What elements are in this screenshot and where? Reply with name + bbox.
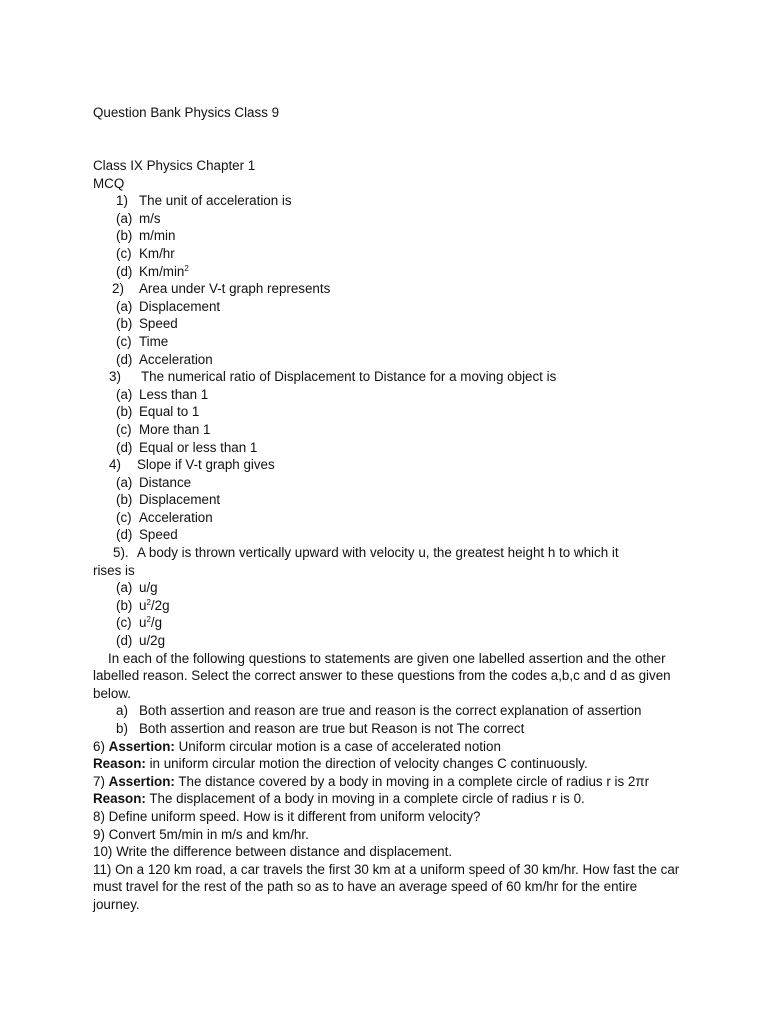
option-text: More than 1 [139, 421, 211, 437]
question-8: 8) Define uniform speed. How is it different from uniform velocity? [93, 808, 481, 824]
option-label: (a) [116, 474, 133, 490]
question-text-continued: rises is [93, 562, 135, 578]
option-text: m/min [139, 228, 176, 244]
option-label: (c) [116, 509, 132, 525]
option-text: Speed [139, 316, 178, 332]
question-text: Slope if V-t graph gives [137, 457, 275, 473]
question-11: 11) On a 120 km road, a car travels the first 30 km at a uniform speed of 30 km/hr. How fast the car must travel for the rest of the path so as to have an average speed of 60 km/hr for the entire journey. [93, 861, 680, 912]
reason-label: Reason: [93, 756, 146, 772]
question-number: 7) [93, 773, 105, 789]
section-heading: MCQ [93, 175, 125, 191]
option [93, 245, 683, 263]
question-number: 6) [93, 738, 105, 754]
assertion-instructions: In each of the following questions to statements are given one labelled assertion and the other labelled reason. Select the correct answer to these questions from the codes a,b,c and d as given below. [93, 650, 671, 701]
assertion-label: Assertion: [108, 738, 175, 754]
option-label: (a) [116, 298, 133, 314]
option-text: Distance [139, 474, 192, 490]
question-9: 9) Convert 5m/min in m/s and km/hr. [93, 826, 309, 842]
assertion-text: The distance covered by a body in moving in a complete circle of radius r is 2πr [178, 773, 650, 789]
question-6-reason [93, 755, 683, 773]
option-text: Equal to 1 [139, 404, 200, 420]
option [93, 579, 683, 597]
question-4 [93, 456, 683, 474]
assertion-text: Uniform circular motion is a case of accelerated notion [178, 738, 501, 754]
option-text [139, 597, 170, 615]
option-base: u [139, 597, 147, 613]
option [93, 439, 683, 457]
option [93, 227, 683, 245]
option-text: Km/hr [139, 245, 175, 261]
question-number: 1) [116, 193, 128, 209]
option [93, 509, 683, 527]
option [93, 298, 683, 316]
question-3 [93, 368, 683, 386]
option-text: Displacement [139, 492, 221, 508]
question-text: A body is thrown vertically upward with velocity u, the greatest height h to which it [137, 545, 619, 561]
option-label: (b) [116, 404, 133, 420]
document-title: Question Bank Physics Class 9 [93, 105, 280, 120]
option-label: (c) [116, 333, 132, 349]
option-label: (b) [116, 228, 133, 244]
option-base: Km/min [139, 263, 185, 279]
code-text: Both assertion and reason are true but Reason is not The correct [139, 721, 525, 736]
code-item [93, 720, 683, 738]
reason-text: The displacement of a body in moving in a complete circle of radius r is 0. [149, 791, 585, 807]
document-body [93, 157, 683, 914]
option [93, 474, 683, 492]
option-text: Acceleration [139, 509, 213, 525]
option [93, 403, 683, 421]
option-text [139, 614, 162, 632]
option [93, 491, 683, 509]
option-base: u [139, 615, 147, 631]
option-label: (d) [116, 439, 133, 455]
question-number: 3) [109, 369, 121, 385]
option-label: (a) [116, 386, 133, 402]
option [93, 210, 683, 228]
question-7-assertion [93, 773, 683, 791]
code-label: a) [116, 703, 128, 719]
option [93, 315, 683, 333]
option [93, 632, 683, 650]
option-rest: /g [150, 615, 163, 631]
question-5 [93, 544, 683, 562]
question-text: The numerical ratio of Displacement to Distance for a moving object is [141, 369, 557, 385]
option [93, 614, 683, 632]
option-label: (d) [116, 263, 133, 279]
option [93, 333, 683, 351]
question-number: 2) [112, 281, 124, 297]
question-1 [93, 192, 683, 210]
exponent: 2 [184, 263, 189, 273]
option-rest: /2g [150, 597, 170, 613]
option-label: (a) [116, 580, 133, 596]
option-text: u/g [139, 580, 158, 596]
option-label: (c) [116, 245, 132, 261]
option-text: Time [139, 333, 169, 349]
option-label: (d) [116, 527, 133, 543]
question-text: Area under V-t graph represents [139, 281, 331, 297]
option-label: (d) [116, 633, 133, 649]
exponent: 2 [146, 597, 151, 607]
option-label: (b) [116, 316, 133, 332]
code-label: b) [116, 721, 128, 736]
question-number: 5). [113, 545, 129, 561]
option-text: Acceleration [139, 351, 213, 367]
reason-label: Reason: [93, 791, 146, 807]
option-text: Equal or less than 1 [139, 439, 258, 455]
option-label: (a) [116, 210, 133, 226]
option-label: (c) [116, 615, 132, 631]
option-text [139, 263, 189, 281]
option [93, 597, 683, 615]
option-text: Displacement [139, 298, 221, 314]
option-label: (b) [116, 492, 133, 508]
option [93, 421, 683, 439]
exponent: 2 [146, 615, 151, 625]
question-number: 4) [109, 457, 121, 473]
question-7-reason [93, 790, 683, 808]
option-text: Speed [139, 527, 178, 543]
option-label: (d) [116, 351, 133, 367]
question-10: 10) Write the difference between distance and displacement. [93, 844, 453, 860]
code-item [93, 702, 683, 720]
option [93, 263, 683, 281]
reason-text: in uniform circular motion the direction of velocity changes C continuously. [149, 756, 588, 772]
question-text: The unit of acceleration is [139, 193, 292, 209]
option-label: (b) [116, 597, 133, 613]
option-text: m/s [139, 210, 161, 226]
option [93, 526, 683, 544]
question-2 [93, 280, 683, 298]
option-label: (c) [116, 421, 132, 437]
question-6-assertion [93, 738, 683, 756]
assertion-label: Assertion: [108, 773, 175, 789]
option-text: u/2g [139, 633, 166, 649]
option-text: Less than 1 [139, 386, 209, 402]
option [93, 386, 683, 404]
option [93, 351, 683, 369]
code-text: Both assertion and reason are true and reason is the correct explanation of assertion [139, 703, 642, 719]
chapter-heading: Class IX Physics Chapter 1 [93, 158, 256, 173]
